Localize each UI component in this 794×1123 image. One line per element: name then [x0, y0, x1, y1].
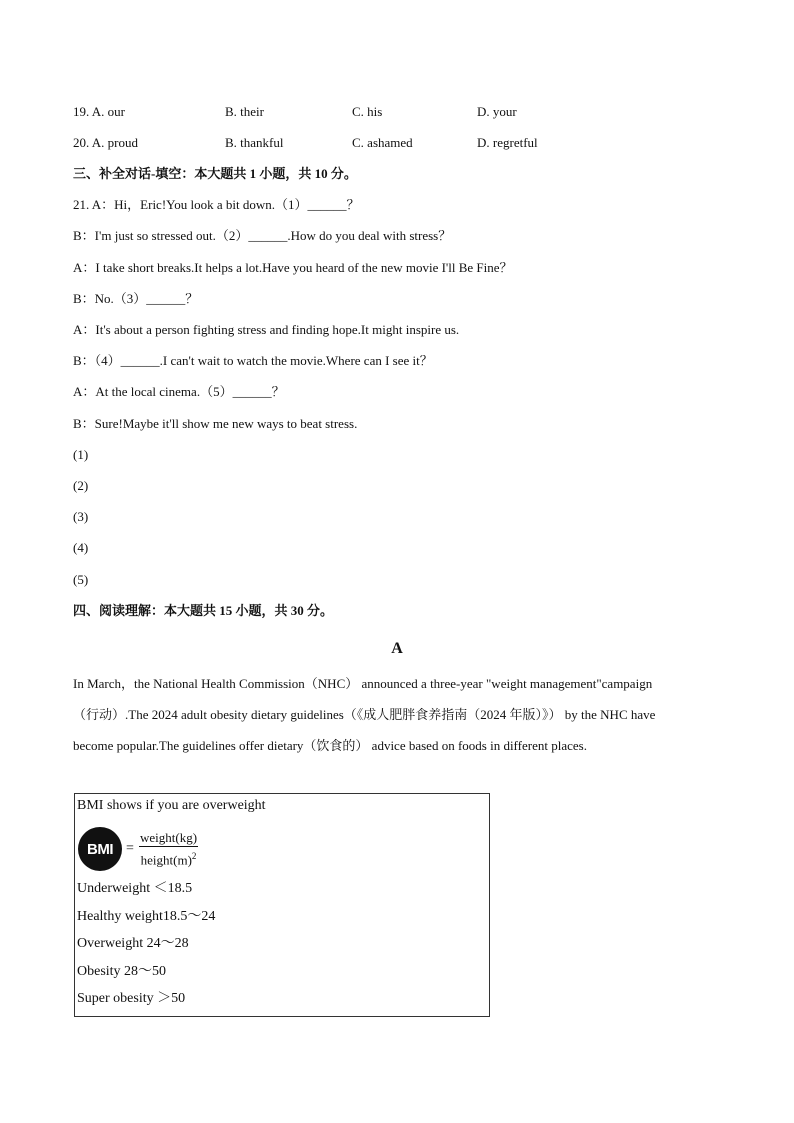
- dialogue-line-4: B：No.（3）______？: [73, 291, 199, 306]
- q20-option-c: C. ashamed: [352, 135, 413, 150]
- q19-option-d: D. your: [477, 104, 517, 119]
- dialogue-line-6: B：（4）______.I can't wait to watch the movie.Where can I see it？: [73, 353, 433, 368]
- bmi-info-box: [74, 793, 490, 1017]
- answer-slot-2: (2): [73, 478, 89, 493]
- bmi-row-healthy: Healthy weight18.5～24: [77, 909, 216, 924]
- dialogue-line-3: A：I take short breaks.It helps a lot.Have you heard of the new movie I'll Be Fine？: [73, 260, 513, 275]
- q19-option-a: 19. A. our: [73, 104, 125, 119]
- bmi-box-title: BMI shows if you are overweight: [77, 798, 266, 813]
- bmi-row-underweight: Underweight ＜18.5: [77, 881, 193, 896]
- answer-slot-1: (1): [73, 447, 89, 462]
- dialogue-line-7: A：At the local cinema.（5）______？: [73, 384, 285, 399]
- dialogue-line-1: 21. A：Hi，Eric!You look a bit down.（1）______？: [73, 197, 360, 212]
- q20-option-d: D. regretful: [477, 135, 538, 150]
- dialogue-line-8: B：Sure!Maybe it'll show me new ways to beat stress.: [73, 416, 358, 431]
- section-4-heading: 四、阅读理解：本大题共 15 小题，共 30 分。: [73, 603, 334, 618]
- section-3-heading: 三、补全对话-填空：本大题共 1 小题，共 10 分。: [73, 166, 357, 181]
- bmi-row-super-obesity: Super obesity ＞50: [77, 991, 186, 1006]
- passage-line-1: In March，the National Health Commission（NHC） announced a three-year "weight management"campaign: [73, 676, 653, 691]
- bmi-formula-numerator: weight(kg): [140, 830, 198, 845]
- bmi-formula: [139, 830, 198, 869]
- q20-option-b: B. thankful: [225, 135, 284, 150]
- dialogue-line-5: A：It's about a person fighting stress and finding hope.It might inspire us.: [73, 322, 460, 337]
- q19-option-c: C. his: [352, 104, 383, 119]
- bmi-equals-sign: =: [126, 841, 134, 856]
- bmi-row-obesity: Obesity 28～50: [77, 964, 167, 979]
- passage-line-2: （行动）.The 2024 adult obesity dietary guidelines（《成人肥胖食养指南（2024 年版）》） by the NHC have: [73, 707, 656, 722]
- answer-slot-5: (5): [73, 572, 89, 587]
- q20-option-a: 20. A. proud: [73, 135, 138, 150]
- bmi-badge-icon: BMI: [78, 827, 122, 871]
- passage-heading: A: [391, 640, 403, 657]
- dialogue-line-2: B：I'm just so stressed out.（2）______.How do you deal with stress？: [73, 228, 452, 243]
- bmi-formula-denominator-wrap: [139, 847, 198, 869]
- bmi-formula-denominator: height(m): [140, 852, 192, 868]
- passage-line-3: become popular.The guidelines offer dietary（饮食的） advice based on foods in different places.: [73, 738, 587, 753]
- bmi-formula-exponent: 2: [191, 851, 197, 861]
- q19-option-b: B. their: [225, 104, 264, 119]
- answer-slot-3: (3): [73, 509, 89, 524]
- answer-slot-4: (4): [73, 540, 89, 555]
- bmi-row-overweight: Overweight 24～28: [77, 936, 189, 951]
